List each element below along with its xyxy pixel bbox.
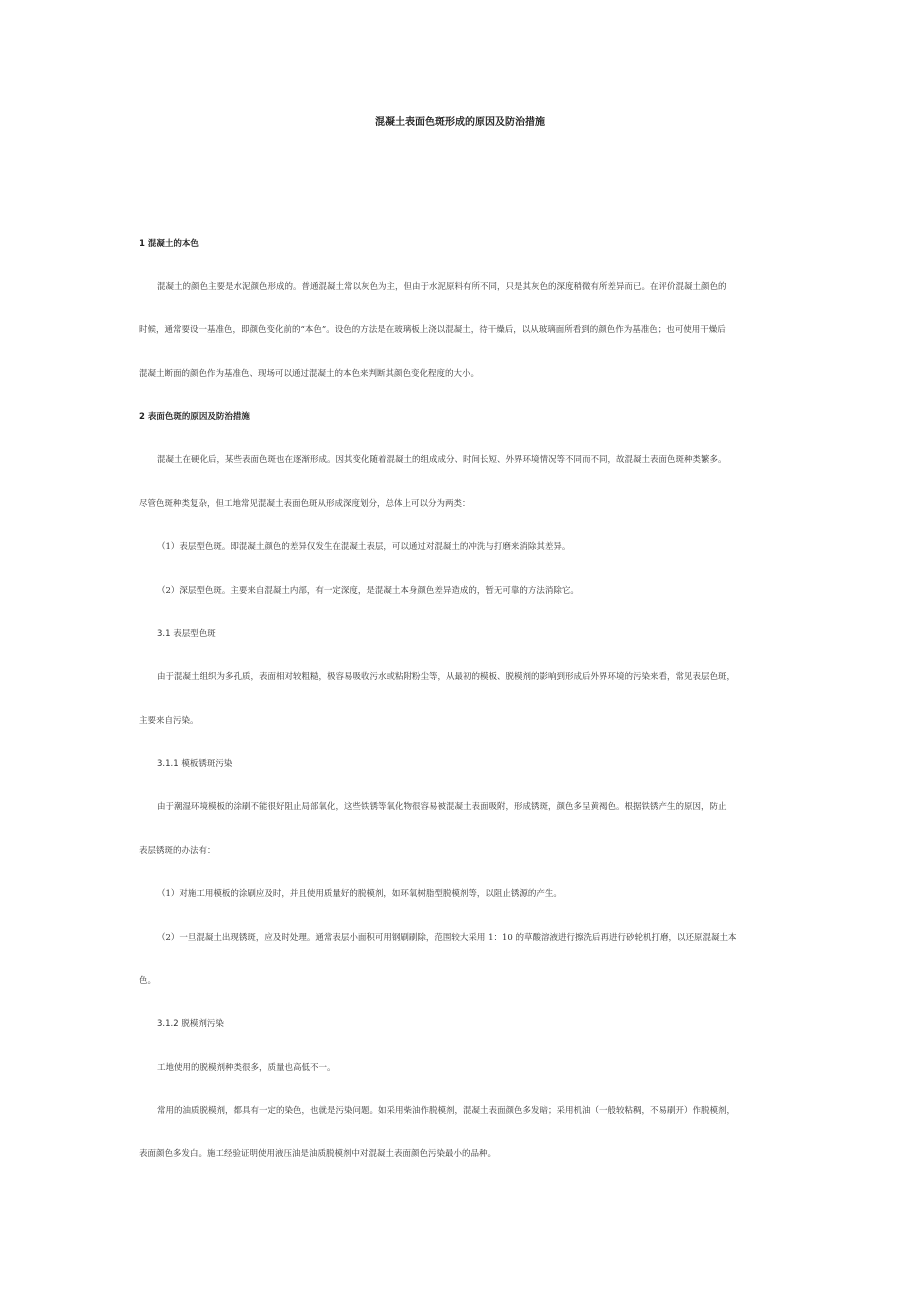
paragraph-line: 色。: [139, 976, 157, 986]
paragraph-line: 主要来自污染。: [139, 716, 199, 726]
section-heading-2: 2 表面色斑的原因及防治措施: [139, 412, 250, 422]
list-item-deep-stain: （2）深层型色斑。主要来自混凝土内部，有一定深度，是混凝土本身颜色差异造成的，暂无可靠的方法消除它。: [157, 586, 579, 596]
paragraph-line: 表层锈斑的办法有：: [139, 846, 216, 856]
paragraph-line: 混凝土断面的颜色作为基准色、现场可以通过混凝土的本色来判断其颜色变化程度的大小。: [139, 369, 480, 379]
list-item-surface-stain: （1）表层型色斑。即混凝土颜色的差异仅发生在混凝土表层，可以通过对混凝土的冲洗与打磨来消除其差异。: [157, 542, 571, 552]
paragraph-line: 时候，通常要设一基准色，即颜色变化前的“本色”。设色的方法是在玻璃板上浇以混凝土，待干燥后，以从玻璃面所看到的颜色作为基准色；也可使用干燥后: [139, 325, 726, 335]
paragraph-line: 混凝土在硬化后，某些表面色斑也在逐渐形成。因其变化随着混凝土的组成成分、时间长短、外界环境情况等不同而不同，故混凝土表面色斑种类繁多。: [157, 455, 727, 465]
paragraph-line: 由于混凝土组织为多孔质，表面相对较粗糙，极容易吸收污水或粘附粉尘等，从最初的模板、脱模剂的影响到形成后外界环境的污染来看，常见表层色斑，: [157, 672, 736, 682]
section-heading-3-1: 3.1 表层型色斑: [157, 629, 216, 639]
paragraph-line: 尽管色斑种类复杂，但工地常见混凝土表面色斑从形成深度划分，总体上可以分为两类：: [139, 499, 471, 509]
paragraph-line: （2）一旦混凝土出现锈斑，应及时处理。通常表层小面积可用钢刷刷除，范围较大采用 1：10 的草酸溶液进行擦洗后再进行砂轮机打磨，以还原混凝土本: [157, 933, 737, 943]
section-heading-3-1-1: 3.1.1 模板锈斑污染: [157, 759, 233, 769]
paragraph-line: 由于潮湿环境模板的涂刷不能很好阻止局部氧化，这些铁锈等氧化物很容易被混凝土表面吸附，形成锈斑，颜色多呈黄褐色。根据铁锈产生的原因，防止: [157, 802, 727, 812]
paragraph-line: 工地使用的脱模剂种类很多，质量也高低不一。: [157, 1063, 336, 1073]
document-title: 混凝土表面色斑形成的原因及防治措施: [375, 117, 545, 128]
list-item-formwork-coating: （1）对施工用模板的涂刷应及时，并且使用质量好的脱模剂，如环氧树脂型脱模剂等，以阻止锈源的产生。: [157, 889, 562, 899]
paragraph-line: 混凝土的颜色主要是水泥颜色形成的。普通混凝土常以灰色为主，但由于水泥原料有所不同，只是其灰色的深度稍微有所差异而已。在评价混凝土颜色的: [157, 282, 727, 292]
paragraph-line: 表面颜色多发白。施工经验证明使用液压油是油质脱模剂中对混凝土表面颜色污染最小的品种。: [139, 1149, 497, 1159]
section-heading-1: 1 混凝土的本色: [139, 239, 199, 249]
paragraph-line: 常用的油质脱模剂，都具有一定的染色，也就是污染问题。如采用柴油作脱模剂，混凝土表面颜色多发暗；采用机油（一般较粘稠，不易刷开）作脱模剂，: [157, 1106, 736, 1116]
section-heading-3-1-2: 3.1.2 脱模剂污染: [157, 1019, 224, 1029]
